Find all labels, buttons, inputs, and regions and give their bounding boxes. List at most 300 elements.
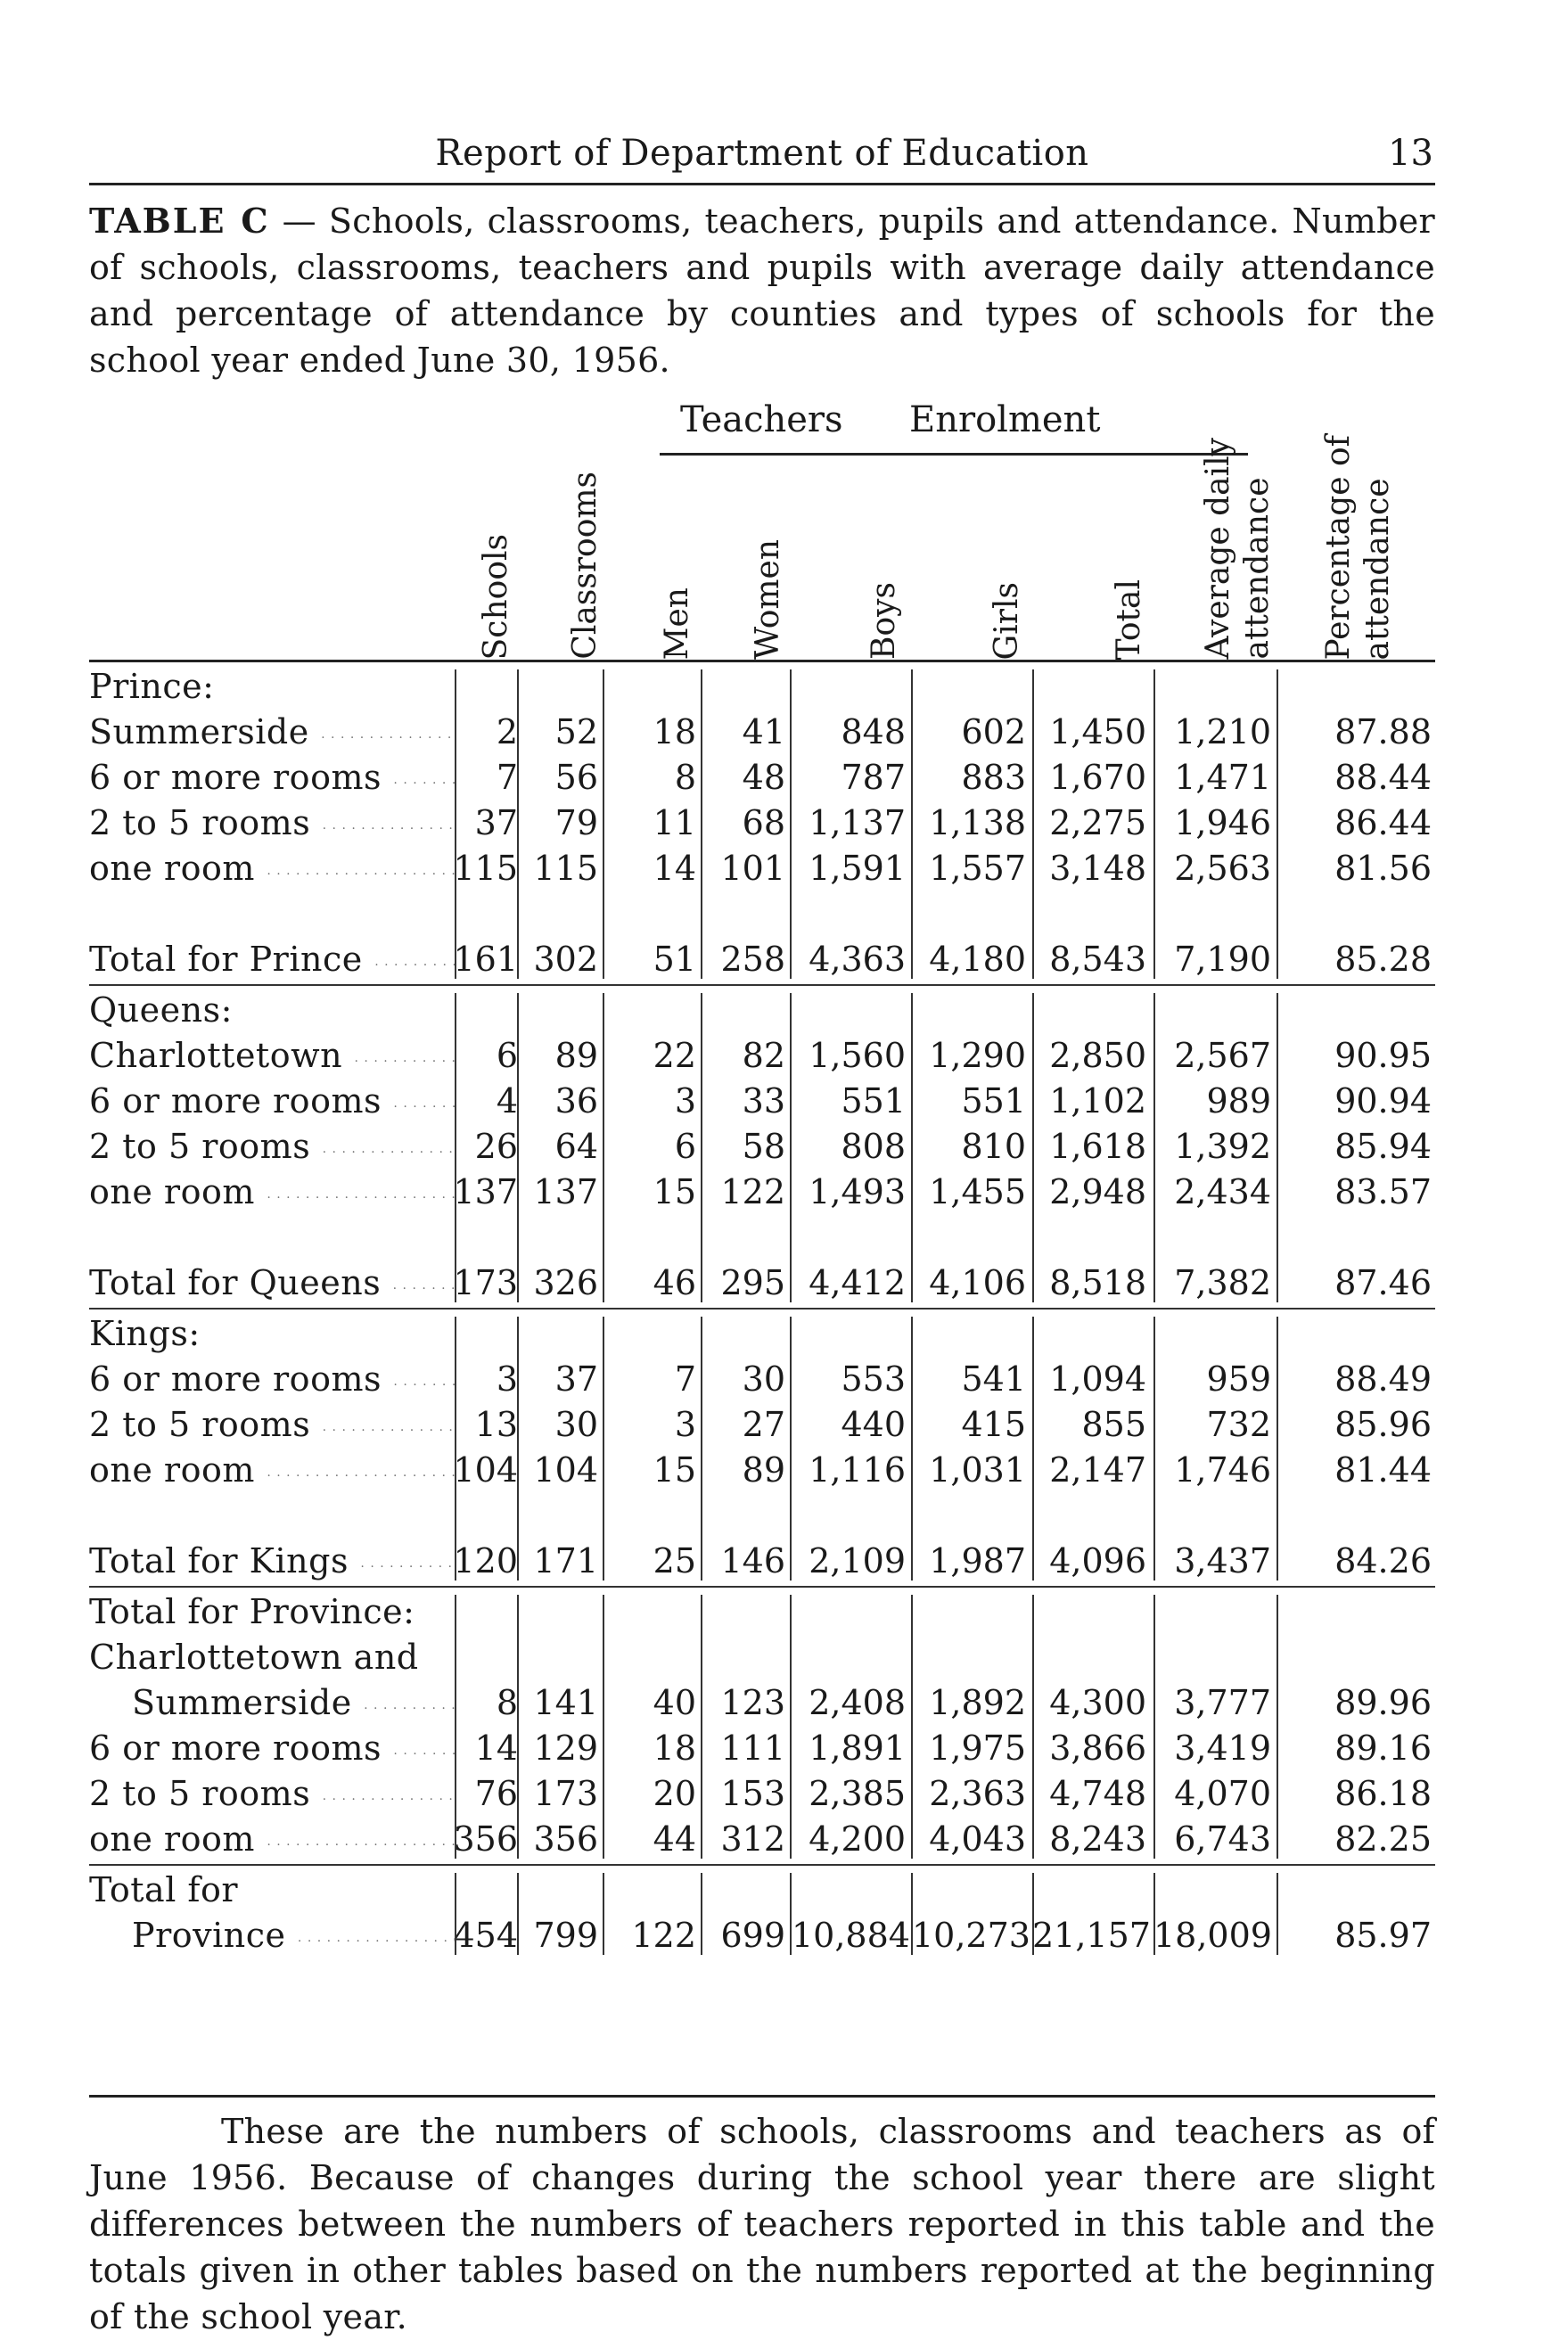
cell-girls <box>912 1635 1030 1680</box>
table-body <box>89 664 1435 2001</box>
column-divider <box>1153 1595 1155 1859</box>
col-header-classrooms: Classrooms <box>567 472 603 660</box>
section-heading: Total for <box>89 1870 239 1909</box>
cell-percentage: 86.18 <box>1334 1774 1432 1813</box>
cell-boys: 2,408 <box>809 1683 906 1722</box>
cell-boys: 10,884 <box>792 1916 910 1955</box>
cell-percentage: 88.49 <box>1334 1359 1432 1399</box>
cell-classrooms <box>523 1635 602 1680</box>
cell-percentage: 82.25 <box>1334 1819 1432 1859</box>
cell-boys: 2,109 <box>809 1541 906 1581</box>
cell-classrooms: 137 <box>533 1172 598 1211</box>
col-header-total: Total <box>1111 579 1147 660</box>
table-row <box>89 710 1435 755</box>
cell-girls: 1,975 <box>929 1728 1026 1768</box>
cell-men: 25 <box>653 1541 696 1581</box>
table-row <box>89 1635 1435 1680</box>
cell-total: 4,300 <box>1049 1683 1146 1722</box>
cell-total: 21,157 <box>1032 1916 1151 1955</box>
cell-girls: 1,031 <box>929 1450 1026 1490</box>
row-label: one room . . . <box>89 1170 455 1215</box>
cell-schools: 4 <box>496 1081 518 1121</box>
column-divider <box>1032 669 1034 979</box>
column-divider <box>701 1317 702 1581</box>
column-divider <box>911 1317 913 1581</box>
column-divider <box>790 1873 792 1955</box>
cell-women: 82 <box>742 1036 785 1075</box>
cell-average: 2,567 <box>1174 1036 1271 1075</box>
cell-classrooms: 52 <box>554 712 598 751</box>
cell-classrooms: 89 <box>554 1036 598 1075</box>
row-label: one room . . . <box>89 846 455 891</box>
cell-percentage: 87.88 <box>1334 712 1432 751</box>
cell-girls: 10,273 <box>912 1916 1030 1955</box>
col-header-women: Women <box>750 539 786 660</box>
cell-classrooms: 56 <box>554 758 598 797</box>
cell-percentage: 81.44 <box>1334 1450 1432 1490</box>
cell-women: 41 <box>742 712 785 751</box>
column-divider <box>701 993 702 1302</box>
col-header-average <box>1199 438 1277 660</box>
cell-women <box>702 1635 789 1680</box>
cell-total: 1,670 <box>1049 758 1146 797</box>
cell-women: 101 <box>720 849 785 888</box>
cell-total: 2,147 <box>1049 1450 1146 1490</box>
column-divider <box>455 993 456 1302</box>
column-divider <box>455 669 456 979</box>
cell-total: 8,243 <box>1049 1819 1146 1859</box>
group-header-enrolment: Enrolment <box>909 399 1101 440</box>
cell-average: 1,392 <box>1174 1127 1271 1166</box>
column-divider <box>1032 993 1034 1302</box>
cell-boys: 4,412 <box>809 1263 906 1302</box>
cell-classrooms: 326 <box>533 1263 598 1302</box>
table-row <box>89 1124 1435 1170</box>
cell-women: 27 <box>742 1405 785 1444</box>
cell-men: 3 <box>674 1405 696 1444</box>
column-divider <box>1032 1595 1034 1859</box>
cell-average: 7,382 <box>1174 1263 1271 1302</box>
cell-percentage: 85.28 <box>1334 940 1432 979</box>
cell-women: 122 <box>720 1172 785 1211</box>
cell-average: 3,419 <box>1174 1728 1271 1768</box>
cell-total: 2,948 <box>1049 1172 1146 1211</box>
cell-men: 40 <box>653 1683 696 1722</box>
cell-percentage: 87.46 <box>1334 1263 1432 1302</box>
cell-women: 68 <box>742 803 785 842</box>
cell-classrooms: 799 <box>533 1916 598 1955</box>
cell-men: 14 <box>653 849 696 888</box>
running-title: Report of Department of Education <box>435 133 1089 174</box>
cell-women: 258 <box>720 940 785 979</box>
section-heading-row <box>89 1589 1435 1635</box>
cell-average: 989 <box>1206 1081 1271 1121</box>
cell-schools: 454 <box>453 1916 518 1955</box>
cell-men: 44 <box>653 1819 696 1859</box>
header-bottom-rule <box>89 660 1435 662</box>
col-header-girls: Girls <box>989 581 1025 660</box>
cell-boys: 1,591 <box>809 849 906 888</box>
cell-girls: 1,138 <box>929 803 1026 842</box>
cell-schools <box>423 1635 521 1680</box>
cell-percentage: 83.57 <box>1334 1172 1432 1211</box>
cell-girls: 2,363 <box>929 1774 1026 1813</box>
table-row <box>89 1033 1435 1079</box>
cell-total: 8,543 <box>1049 940 1146 979</box>
column-divider <box>1153 1873 1155 1955</box>
cell-women: 123 <box>720 1683 785 1722</box>
cell-percentage: 85.94 <box>1334 1127 1432 1166</box>
cell-percentage: 90.94 <box>1334 1081 1432 1121</box>
cell-schools: 356 <box>453 1819 518 1859</box>
cell-average: 6,743 <box>1174 1819 1271 1859</box>
cell-total: 1,450 <box>1049 712 1146 751</box>
cell-schools: 7 <box>496 758 518 797</box>
cell-women: 295 <box>720 1263 785 1302</box>
cell-boys: 1,560 <box>809 1036 906 1075</box>
row-label: 6 or more rooms . . . <box>89 1357 455 1402</box>
cell-boys: 551 <box>841 1081 906 1121</box>
cell-total: 1,102 <box>1049 1081 1146 1121</box>
total-row <box>89 937 1435 982</box>
cell-women: 89 <box>742 1450 785 1490</box>
cell-classrooms: 171 <box>533 1541 598 1581</box>
column-divider <box>911 669 913 979</box>
cell-women: 58 <box>742 1127 785 1166</box>
column-divider <box>790 669 792 979</box>
col-header-average-line2: attendance <box>1239 477 1276 660</box>
cell-classrooms: 141 <box>533 1683 598 1722</box>
col-header-men: Men <box>659 587 695 660</box>
cell-total <box>1032 1635 1150 1680</box>
cell-schools: 2 <box>496 712 518 751</box>
cell-women: 111 <box>720 1728 785 1768</box>
cell-percentage: 86.44 <box>1334 803 1432 842</box>
cell-average: 2,434 <box>1174 1172 1271 1211</box>
cell-schools: 104 <box>453 1450 518 1490</box>
cell-women: 153 <box>720 1774 785 1813</box>
data-table <box>89 392 1435 2015</box>
column-divider <box>1277 993 1278 1302</box>
col-header-percentage <box>1319 435 1398 661</box>
table-row <box>89 1771 1435 1817</box>
row-label: one room . . . <box>89 1817 455 1862</box>
column-divider <box>603 1595 604 1859</box>
cell-boys: 787 <box>841 758 906 797</box>
table-row <box>89 1817 1435 1862</box>
column-divider <box>701 1595 702 1859</box>
cell-average: 732 <box>1206 1405 1271 1444</box>
table-row <box>89 1170 1435 1215</box>
caption-dash: — <box>269 201 329 241</box>
cell-average: 1,210 <box>1174 712 1271 751</box>
cell-boys: 4,363 <box>809 940 906 979</box>
cell-girls: 551 <box>961 1081 1026 1121</box>
col-header-boys: Boys <box>866 582 902 660</box>
cell-percentage: 88.44 <box>1334 758 1432 797</box>
cell-average: 18,009 <box>1153 1916 1272 1955</box>
cell-percentage: 89.16 <box>1334 1728 1432 1768</box>
cell-girls: 4,043 <box>929 1819 1026 1859</box>
cell-classrooms: 129 <box>533 1728 598 1768</box>
cell-boys: 440 <box>841 1405 906 1444</box>
cell-percentage: 84.26 <box>1334 1541 1432 1581</box>
cell-men: 3 <box>674 1081 696 1121</box>
cell-total: 3,148 <box>1049 849 1146 888</box>
column-divider <box>790 993 792 1302</box>
table-row <box>89 755 1435 801</box>
column-divider <box>701 669 702 979</box>
cell-girls: 415 <box>961 1405 1026 1444</box>
row-label: one room . . . <box>89 1448 455 1493</box>
section-divider <box>89 1586 1435 1588</box>
row-label: Total for Kings . . . <box>89 1539 455 1584</box>
cell-boys: 808 <box>841 1127 906 1166</box>
column-divider <box>1277 1595 1278 1859</box>
cell-boys: 553 <box>841 1359 906 1399</box>
cell-girls: 541 <box>961 1359 1026 1399</box>
cell-boys: 1,493 <box>809 1172 906 1211</box>
cell-girls: 1,557 <box>929 849 1026 888</box>
cell-boys: 848 <box>841 712 906 751</box>
cell-boys: 1,137 <box>809 803 906 842</box>
section-heading-row <box>89 1868 1435 1913</box>
cell-classrooms: 79 <box>554 803 598 842</box>
cell-schools: 6 <box>496 1036 518 1075</box>
cell-total: 3,866 <box>1049 1728 1146 1768</box>
cell-percentage: 89.96 <box>1334 1683 1432 1722</box>
cell-boys: 4,200 <box>809 1819 906 1859</box>
cell-girls: 1,455 <box>929 1172 1026 1211</box>
column-divider <box>517 1873 519 1955</box>
cell-classrooms: 356 <box>533 1819 598 1859</box>
cell-percentage: 81.56 <box>1334 849 1432 888</box>
column-headers <box>89 392 1435 660</box>
cell-schools: 8 <box>496 1683 518 1722</box>
cell-schools: 115 <box>453 849 518 888</box>
table-caption <box>89 198 1435 383</box>
note-rule <box>89 2095 1435 2098</box>
cell-classrooms: 302 <box>533 940 598 979</box>
column-divider <box>1277 1317 1278 1581</box>
cell-classrooms: 37 <box>554 1359 598 1399</box>
col-header-schools: Schools <box>478 533 514 660</box>
cell-average: 959 <box>1206 1359 1271 1399</box>
column-divider <box>517 669 519 979</box>
table-row <box>89 1402 1435 1448</box>
cell-total: 4,748 <box>1049 1774 1146 1813</box>
cell-total: 8,518 <box>1049 1263 1146 1302</box>
cell-women: 33 <box>742 1081 785 1121</box>
section-heading-row <box>89 1311 1435 1357</box>
cell-average: 7,190 <box>1174 940 1271 979</box>
cell-boys: 1,891 <box>809 1728 906 1768</box>
cell-men: 18 <box>653 1728 696 1768</box>
row-label: 2 to 5 rooms . . . <box>89 1771 455 1817</box>
cell-average: 1,746 <box>1174 1450 1271 1490</box>
cell-classrooms: 104 <box>533 1450 598 1490</box>
cell-men: 46 <box>653 1263 696 1302</box>
column-divider <box>455 1595 456 1859</box>
cell-average: 4,070 <box>1174 1774 1271 1813</box>
page-number: 13 <box>1388 133 1433 174</box>
section-heading: Prince: <box>89 667 215 706</box>
row-label: Province . . . <box>89 1913 455 1958</box>
column-divider <box>517 1595 519 1859</box>
cell-girls: 4,106 <box>929 1263 1026 1302</box>
row-label: Total for Prince . . . <box>89 937 455 982</box>
cell-men: 18 <box>653 712 696 751</box>
row-label: 6 or more rooms . . . <box>89 1079 455 1124</box>
column-divider <box>1277 1873 1278 1955</box>
row-label: Charlottetown and <box>89 1638 419 1677</box>
cell-schools: 76 <box>474 1774 518 1813</box>
table-label: TABLE C <box>89 201 270 241</box>
column-divider <box>603 993 604 1302</box>
cell-women: 30 <box>742 1359 785 1399</box>
page-header <box>89 129 1435 185</box>
section-heading-row <box>89 988 1435 1033</box>
col-header-average-line1: Average daily <box>1200 438 1236 660</box>
cell-schools: 120 <box>453 1541 518 1581</box>
column-divider <box>911 1595 913 1859</box>
cell-girls: 883 <box>961 758 1026 797</box>
column-divider <box>517 993 519 1302</box>
column-divider <box>517 1317 519 1581</box>
row-label: 6 or more rooms . . . <box>89 755 455 801</box>
cell-classrooms: 64 <box>554 1127 598 1166</box>
cell-girls: 602 <box>961 712 1026 751</box>
total-row <box>89 1260 1435 1306</box>
table-row <box>89 1726 1435 1771</box>
section-heading: Queens: <box>89 990 233 1030</box>
table-row <box>89 1913 1435 1958</box>
column-divider <box>1032 1317 1034 1581</box>
cell-men: 51 <box>653 940 696 979</box>
cell-men: 11 <box>653 803 696 842</box>
cell-average: 1,946 <box>1174 803 1271 842</box>
cell-girls: 810 <box>961 1127 1026 1166</box>
column-divider <box>701 1873 702 1955</box>
cell-total: 1,618 <box>1049 1127 1146 1166</box>
col-header-percentage-line1: Percentage of <box>1320 434 1357 660</box>
cell-men: 7 <box>674 1359 696 1399</box>
column-divider <box>911 993 913 1302</box>
column-divider <box>1153 993 1155 1302</box>
cell-average: 2,563 <box>1174 849 1271 888</box>
table-row <box>89 1448 1435 1493</box>
section-divider <box>89 1864 1435 1866</box>
cell-percentage: 85.96 <box>1334 1405 1432 1444</box>
cell-total: 855 <box>1081 1405 1146 1444</box>
cell-schools: 26 <box>474 1127 518 1166</box>
cell-percentage <box>1277 1635 1435 1680</box>
section-divider <box>89 1308 1435 1310</box>
cell-women: 48 <box>742 758 785 797</box>
cell-men: 8 <box>674 758 696 797</box>
cell-schools: 3 <box>496 1359 518 1399</box>
cell-men <box>603 1635 700 1680</box>
cell-classrooms: 115 <box>533 849 598 888</box>
table-row <box>89 1680 1435 1726</box>
footnote: These are the numbers of schools, classrooms and teachers as of June 1956. Because of changes during the school year there are slight differences between the numbers of teachers reported in this table and the totals given in other tables based on the numbers reported at the beginning of the school year. <box>89 2112 1435 2336</box>
row-label: Charlottetown . . . <box>89 1033 455 1079</box>
cell-women: 146 <box>720 1541 785 1581</box>
cell-boys: 1,116 <box>809 1450 906 1490</box>
column-divider <box>1153 1317 1155 1581</box>
column-divider <box>1032 1873 1034 1955</box>
table-row <box>89 1079 1435 1124</box>
cell-total: 2,850 <box>1049 1036 1146 1075</box>
cell-schools: 173 <box>453 1263 518 1302</box>
cell-boys <box>792 1635 909 1680</box>
row-label: 2 to 5 rooms . . . <box>89 801 455 846</box>
cell-average: 1,471 <box>1174 758 1271 797</box>
cell-schools: 137 <box>453 1172 518 1211</box>
cell-women: 312 <box>720 1819 785 1859</box>
cell-percentage: 85.97 <box>1334 1916 1432 1955</box>
cell-girls: 1,290 <box>929 1036 1026 1075</box>
cell-girls: 4,180 <box>929 940 1026 979</box>
cell-average: 3,777 <box>1174 1683 1271 1722</box>
cell-women: 699 <box>720 1916 785 1955</box>
cell-schools: 14 <box>474 1728 518 1768</box>
cell-men: 15 <box>653 1172 696 1211</box>
cell-total: 1,094 <box>1049 1359 1146 1399</box>
total-row <box>89 1539 1435 1584</box>
cell-men: 20 <box>653 1774 696 1813</box>
cell-classrooms: 30 <box>554 1405 598 1444</box>
table-row <box>89 1357 1435 1402</box>
section-divider <box>89 984 1435 986</box>
cell-schools: 161 <box>453 940 518 979</box>
cell-schools: 13 <box>474 1405 518 1444</box>
cell-men: 122 <box>631 1916 696 1955</box>
column-divider <box>790 1595 792 1859</box>
column-divider <box>603 1873 604 1955</box>
column-divider <box>911 1873 913 1955</box>
cell-men: 6 <box>674 1127 696 1166</box>
column-divider <box>603 1317 604 1581</box>
cell-classrooms: 36 <box>554 1081 598 1121</box>
caption-text: Schools, classrooms, teachers, pupils and attendance. Number of schools, classrooms, teachers and pupils with average daily attendance and percentage of attendance by counties and types of schools for the school year ended June 30, 1956. <box>89 201 1435 380</box>
row-label: Total for Queens . . . <box>89 1260 455 1306</box>
cell-classrooms: 173 <box>533 1774 598 1813</box>
row-label: Summerside . . . <box>89 1680 455 1726</box>
row-label: 6 or more rooms . . . <box>89 1726 455 1771</box>
cell-percentage: 90.95 <box>1334 1036 1432 1075</box>
row-label: 2 to 5 rooms . . . <box>89 1124 455 1170</box>
col-header-percentage-line2: attendance <box>1359 477 1396 660</box>
section-heading: Total for Province: <box>89 1592 415 1631</box>
cell-girls: 1,987 <box>929 1541 1026 1581</box>
column-divider <box>790 1317 792 1581</box>
cell-boys: 2,385 <box>809 1774 906 1813</box>
column-divider <box>455 1317 456 1581</box>
cell-men: 22 <box>653 1036 696 1075</box>
row-label: 2 to 5 rooms . . . <box>89 1402 455 1448</box>
group-header-teachers: Teachers <box>680 399 843 440</box>
cell-schools: 37 <box>474 803 518 842</box>
column-divider <box>1277 669 1278 979</box>
cell-girls: 1,892 <box>929 1683 1026 1722</box>
column-divider <box>1153 669 1155 979</box>
cell-total: 2,275 <box>1049 803 1146 842</box>
cell-men: 15 <box>653 1450 696 1490</box>
column-divider <box>455 1873 456 1955</box>
section-heading-row <box>89 664 1435 710</box>
table-row <box>89 846 1435 891</box>
